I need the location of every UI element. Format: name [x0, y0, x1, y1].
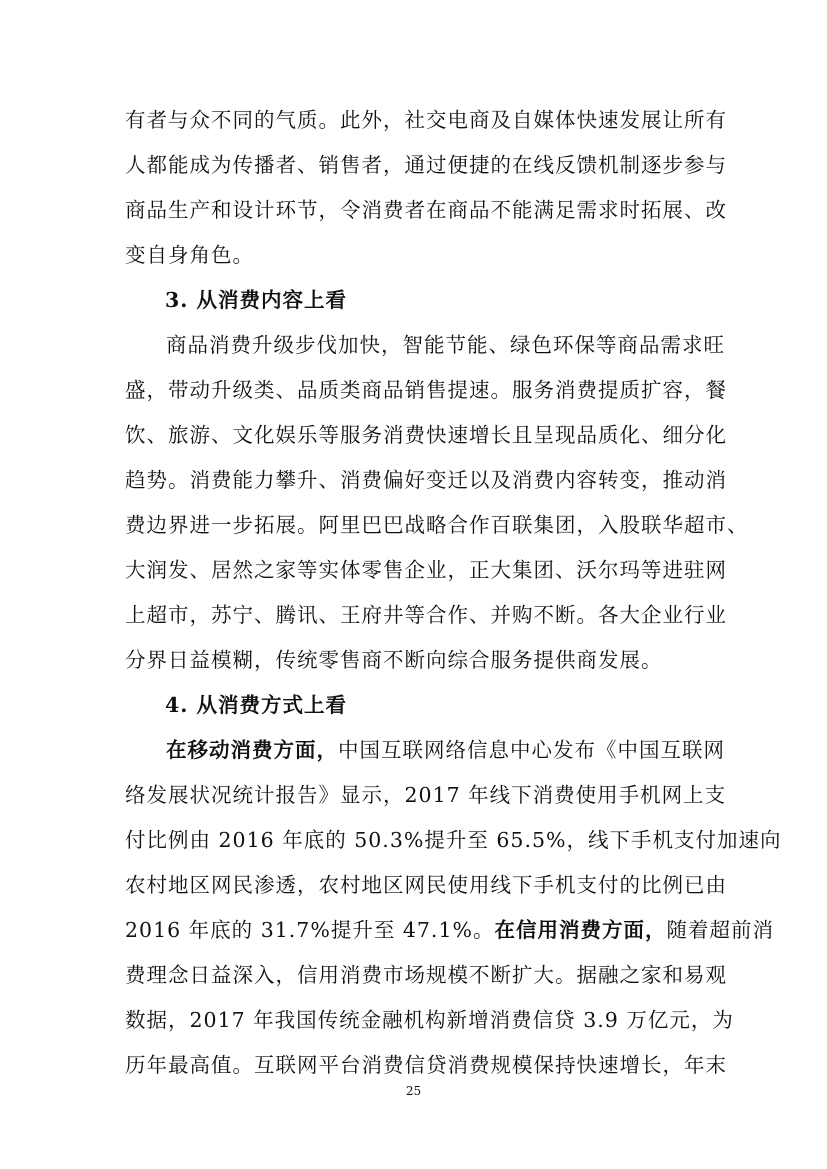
paragraph-line: 农村地区网民渗透，农村地区网民使用线下手机支付的比例已由 — [125, 873, 727, 897]
text-run: 2016 年底的 31.7%提升至 47.1%。 — [125, 918, 495, 942]
paragraph-line: 趋势。消费能力攀升、消费偏好变迁以及消费内容转变，推动消 — [125, 468, 727, 492]
paragraph-line: 商品消费升级步伐加快，智能节能、绿色环保等商品需求旺 — [166, 333, 725, 357]
paragraph-line: 饮、旅游、文化娱乐等服务消费快速增长且呈现品质化、细分化 — [125, 423, 727, 447]
paragraph-line: 盛，带动升级类、品质类商品销售提速。服务消费提质扩容，餐 — [125, 378, 727, 402]
paragraph-line: 商品生产和设计环节，令消费者在商品不能满足需求时拓展、改 — [125, 198, 727, 222]
paragraph-line: 历年最高值。互联网平台消费信贷消费规模保持快速增长，年末 — [125, 1053, 727, 1077]
paragraph-line: 络发展状况统计报告》显示，2017 年线下消费使用手机网上支 — [125, 783, 727, 807]
bold-phrase: 在信用消费方面， — [494, 918, 667, 942]
paragraph-line: 费理念日益深入，信用消费市场规模不断扩大。据融之家和易观 — [125, 963, 727, 987]
text-run: 随着超前消 — [666, 918, 774, 942]
text-run: 中国互联网络信息中心发布《中国互联网 — [338, 738, 725, 762]
paragraph-line: 人都能成为传播者、销售者，通过便捷的在线反馈机制逐步参与 — [125, 153, 727, 177]
section-heading: 4. 从消费方式上看 — [165, 693, 348, 717]
paragraph-line: 数据，2017 年我国传统金融机构新增消费信贷 3.9 万亿元，为 — [125, 1008, 734, 1032]
paragraph-line: 费边界进一步拓展。阿里巴巴战略合作百联集团，入股联华超市、 — [125, 513, 749, 537]
paragraph-line: 付比例由 2016 年底的 50.3%提升至 65.5%，线下手机支付加速向 — [125, 828, 782, 852]
paragraph-line — [166, 736, 725, 764]
paragraph-line: 分界日益模糊，传统零售商不断向综合服务提供商发展。 — [125, 648, 663, 672]
paragraph-line: 大润发、居然之家等实体零售企业，正大集团、沃尔玛等进驻网 — [125, 558, 727, 582]
paragraph-line: 上超市，苏宁、腾讯、王府井等合作、并购不断。各大企业行业 — [125, 603, 727, 627]
bold-phrase: 在移动消费方面， — [166, 738, 338, 762]
paragraph-line: 变自身角色。 — [125, 243, 254, 267]
paragraph-line — [125, 916, 774, 944]
section-heading: 3. 从消费内容上看 — [165, 288, 348, 312]
paragraph-line: 有者与众不同的气质。此外，社交电商及自媒体快速发展让所有 — [125, 108, 727, 132]
page-number: 25 — [405, 1084, 422, 1098]
